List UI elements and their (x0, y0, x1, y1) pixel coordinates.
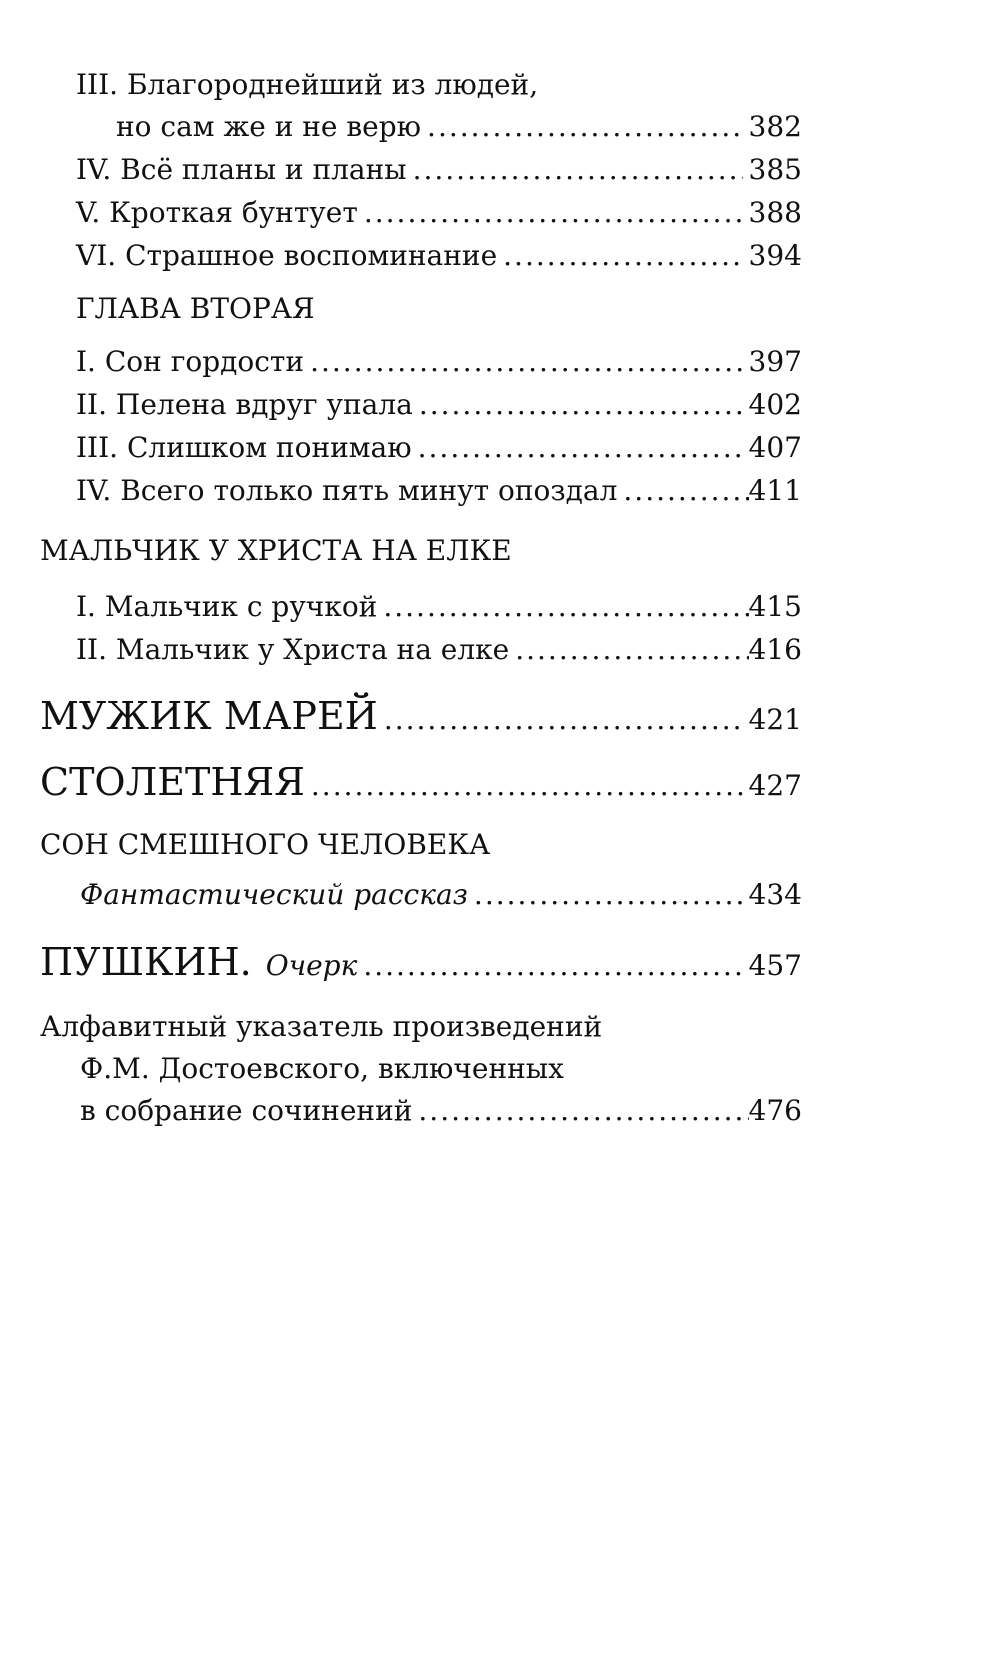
leader-dots (363, 949, 742, 982)
toc-entry-subtitle: Очерк (265, 949, 358, 982)
leader-dots (310, 345, 742, 378)
chapter-heading: ГЛАВА ВТОРАЯ (76, 292, 315, 325)
leader-dots (623, 474, 748, 507)
toc-entry (76, 345, 802, 378)
leader-dots (418, 431, 743, 464)
leader-dots (311, 769, 743, 802)
leader-dots (474, 878, 743, 911)
leader-dots (384, 703, 743, 736)
leader-dots (419, 388, 743, 421)
toc-entry (40, 760, 802, 804)
toc-entry (76, 474, 802, 507)
toc-entry-title: III. Слишком понимаю (76, 431, 412, 464)
toc-entry (76, 590, 802, 623)
page-number: 434 (748, 878, 802, 911)
toc-entry (76, 153, 802, 186)
page-number: 476 (748, 1094, 802, 1127)
page-number: 457 (748, 949, 802, 982)
leader-dots (503, 239, 742, 272)
work-heading: МУЖИК МАРЕЙ (40, 694, 378, 738)
toc-entry (76, 633, 802, 666)
toc-entry-title: II. Пелена вдруг упала (76, 388, 413, 421)
toc-entry (76, 239, 802, 272)
leader-dots (515, 633, 748, 666)
toc-entry (116, 110, 802, 143)
page-number: 416 (748, 633, 802, 666)
toc-entry-title: I. Сон гордости (76, 345, 305, 378)
toc-entry-title: III. Благороднейший из людей, (76, 68, 539, 101)
toc-entry-title: I. Мальчик с ручкой (76, 590, 378, 623)
work-heading: МАЛЬЧИК У ХРИСТА НА ЕЛКЕ (40, 534, 512, 567)
toc-entry (80, 878, 802, 911)
toc-entry (40, 694, 802, 738)
page-number: 427 (748, 769, 802, 802)
toc-entry-title: II. Мальчик у Христа на елке (76, 633, 510, 666)
toc-entry (76, 431, 802, 464)
toc-entry-title: V. Кроткая бунтует (76, 196, 358, 229)
page-number: 385 (748, 153, 802, 186)
index-title: Ф.М. Достоевского, включенных (80, 1052, 564, 1085)
toc-entry (76, 196, 802, 229)
leader-dots (383, 590, 748, 623)
work-heading: СТОЛЕТНЯЯ (40, 760, 305, 804)
toc-entry (40, 940, 802, 984)
index-title: Алфавитный указатель произведений (40, 1010, 603, 1043)
page-number: 407 (748, 431, 802, 464)
leader-dots (413, 153, 743, 186)
leader-dots (427, 110, 743, 143)
page-number: 421 (748, 703, 802, 736)
toc-entry-title: VI. Страшное воспоминание (76, 239, 498, 272)
toc-entry (76, 388, 802, 421)
page-number: 411 (748, 474, 802, 507)
toc-entry-title: в собрание сочинений (80, 1094, 413, 1127)
toc-entry-title: но сам же и не верю (116, 110, 422, 143)
page-number: 397 (748, 345, 802, 378)
toc-entry-title: IV. Всё планы и планы (76, 153, 407, 186)
toc-entry (80, 1094, 802, 1127)
page-number: 394 (748, 239, 802, 272)
work-heading: СОН СМЕШНОГО ЧЕЛОВЕКА (40, 828, 491, 861)
leader-dots (418, 1094, 748, 1127)
page-number: 415 (748, 590, 802, 623)
toc-entry-title: IV. Всего только пять минут опоздал (76, 474, 618, 507)
leader-dots (364, 196, 743, 229)
page-number: 388 (748, 196, 802, 229)
work-heading: ПУШКИН. (40, 940, 252, 984)
page-number: 402 (748, 388, 802, 421)
toc-entry-title: Фантастический рассказ (80, 878, 468, 911)
page-number: 382 (748, 110, 802, 143)
